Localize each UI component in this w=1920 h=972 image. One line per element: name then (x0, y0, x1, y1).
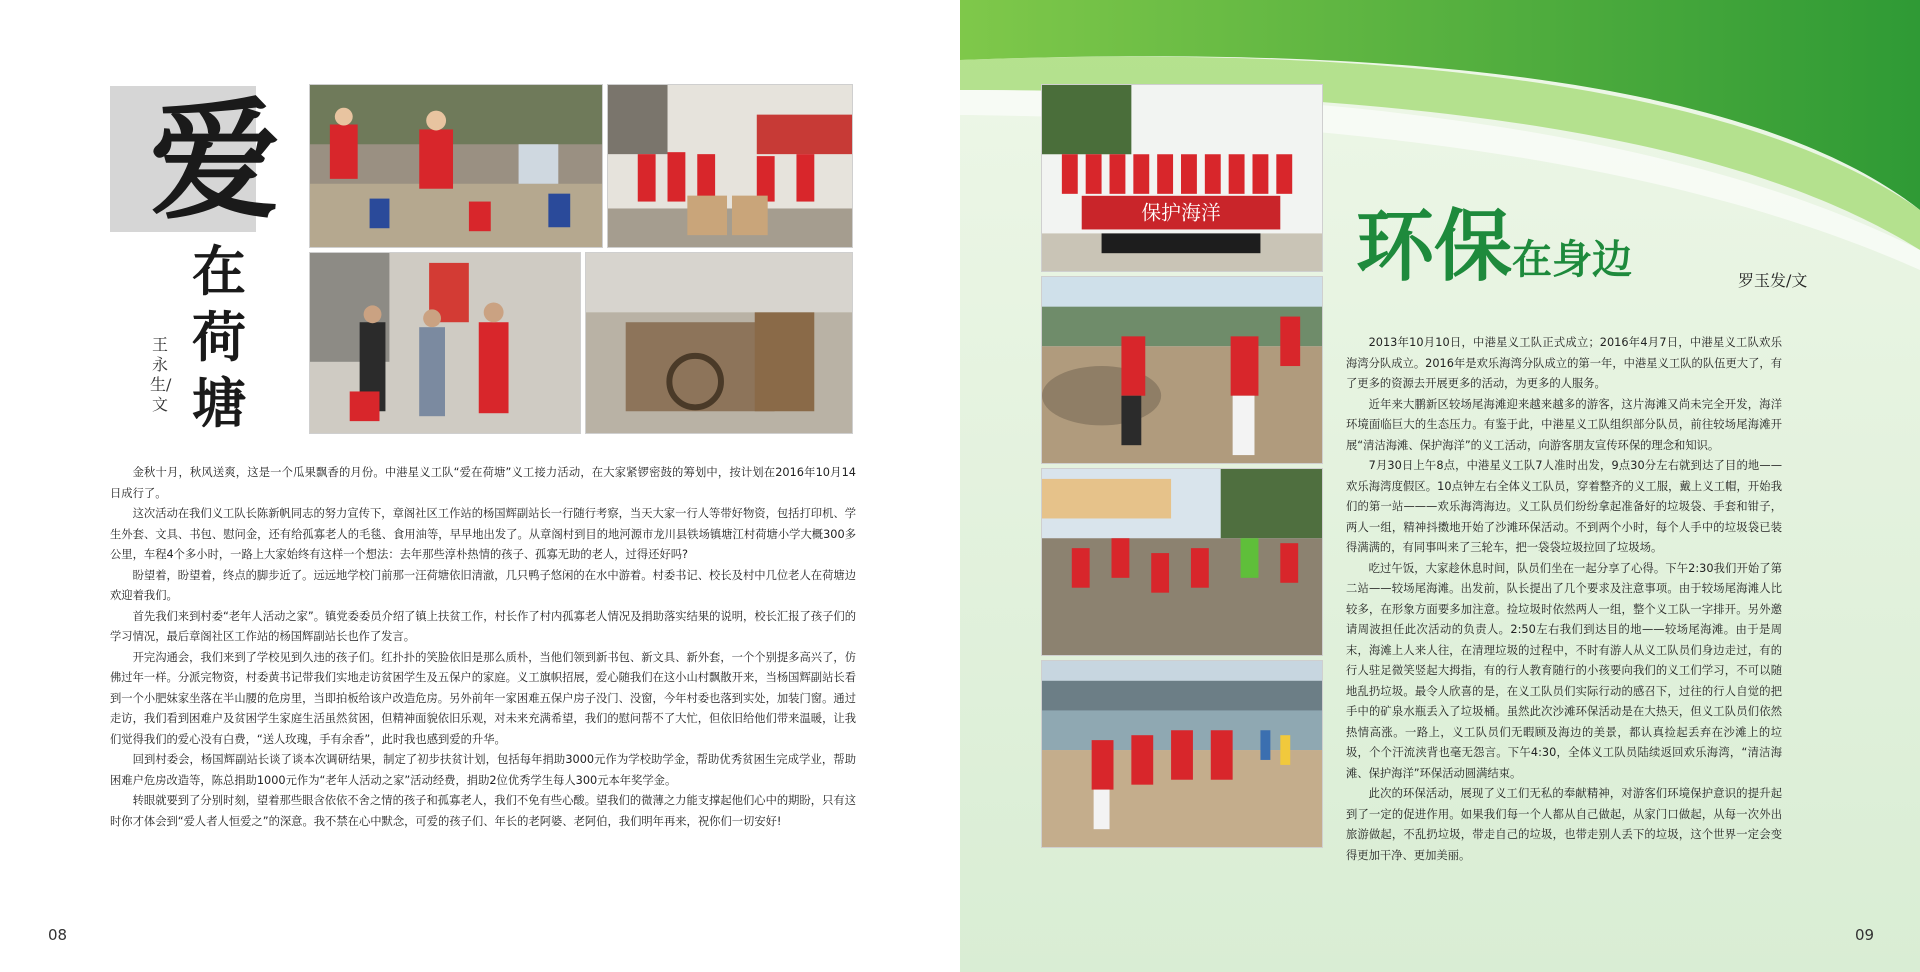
photo-visit-elderly (309, 252, 581, 434)
article-author: 王永生/文 (150, 335, 172, 414)
paragraph: 此次的环保活动，展现了义工们无私的奉献精神，对游客们环境保护意识的提升起到了一定的促进作用。如果我们每一个人都从自己做起，从家门口做起，从每一次外出旅游做起，不乱扔垃圾，带走自己的垃圾，也带走别人丢下的垃圾，这个世界一定会变得更加干净、更加美丽。 (1346, 787, 1782, 862)
paragraph: 首先我们来到村委“老年人活动之家”。镇党委委员介绍了镇上扶贫工作，村长作了村内孤寡老人情况及捐助落实结果的说明，校长汇报了孩子们的学习情况，最后章阁社区工作站的杨国辉副站长也作了发言。 (110, 609, 857, 643)
title-main: 环保 (1356, 201, 1513, 292)
paragraph: 开完沟通会，我们来到了学校见到久违的孩子们。红扑扑的笑脸依旧是那么质朴，当他们领到新书包、新文具、新外套，一个个别提多高兴了，仿佛过年一样。分派完物资，村委黄书记带我们实地走访贫困学生及五保户的家庭。义工旗帜招展，爱心随我们在这小山村飘散开来，当杨国辉副站长看到一个小肥妹家坐落在半山腰的危房里，当即拍板给该户改造危房。另外前年一家困难五保户房子没门、没窗，今年村委也落到实处，加装门窗。通过走访，我们看到困难户及贫困学生家庭生活虽然贫困，但精神面貌依旧乐观，对未来充满希望，我们的慰问帮不了大忙，但依旧给他们带来温暖，让我们觉得我们的爱心没有白费，“送人玫瑰，手有余香”，此时我也感到爱的升华。 (110, 650, 856, 746)
paragraph: 这次活动在我们义工队长陈新帆同志的努力宣传下，章阁社区工作站的杨国辉副站长一行随行考察，当天大家一行人等带好物资，包括打印机、学生外套、文具、书包、慰问金，还有给孤寡老人的毛毯、食用油等，早早地出发了。从章阁村到目的地河源市龙川县铁场镇塘江村荷塘小学大概300多公里，车程4个多小时，一路上大家始终有这样一个想法：去年那些淳朴热情的孩子、孤寡无助的老人，过得还好吗? (110, 507, 856, 561)
title-sub: 在身边 (1512, 236, 1633, 283)
paragraph: 金秋十月，秋风送爽，这是一个瓜果飘香的月份。中港星义工队“爱在荷塘”义工接力活动，在大家紧锣密鼓的筹划中，按计划在2016年10月14日成行了。 (110, 466, 856, 500)
paragraph: 吃过午饭，大家趁休息时间，队员们坐在一起分享了心得。下午2:30我们开始了第二站——较场尾海滩。出发前，队长提出了几个要求及注意事项。由于较场尾海滩人比较多，在形象方面要多加注意。捡垃圾时依然两人一组，整个义工队一字排开。另外邀请周波担任此次活动的负责人。2:50左右我们到达目的地——较场尾海滩。由于是周末，海滩上人来人往，在清理垃圾的过程中，不时有游人从义工队员们身边走过，有的行人驻足微笑竖起大拇指，有的行人教育随行的小孩要向我们的义工们学习，不可以随地乱扔垃圾。最令人欣喜的是，在义工队员们实际行动的感召下，过往的行人自觉的把手中的矿泉水瓶丢入了垃圾桶。虽然此次沙滩环保活动是在大热天，但义工队员们依然热情高涨。一路上，义工队员们无暇顾及海边的美景，都认真捡起丢弃在沙滩上的垃圾，个个汗流浃背也毫无怨言。下午4:30，全体义工队员陆续返回欢乐海湾，“清洁海滩、保护海洋”环保活动圆满结束。 (1346, 561, 1782, 780)
paragraph: 2013年10月10日，中港星义工队正式成立；2016年4月7日，中港星义工队欢乐海湾分队成立。2016年是欢乐海湾分队成立的第一年，中港星义工队的队伍更大了，有了更多的资源去开展更多的活动，为更多的人服务。 (1346, 336, 1782, 390)
paragraph: 回到村委会，杨国辉副站长谈了谈本次调研结果，制定了初步扶贫计划，包括每年捐助3000元作为学校助学金，帮助优秀贫困生完成学业，帮助困难户危房改造等，陈总捐助1000元作为“老年人活动之家”活动经费，捐助2位优秀学生每人300元本年奖学金。 (110, 753, 856, 787)
photo-beach-cleanup-3 (1041, 660, 1323, 848)
right-page (960, 0, 1920, 972)
photo-protect-ocean-group (1041, 84, 1323, 272)
paragraph: 近年来大鹏新区较场尾海滩迎来越来越多的游客，这片海滩又尚未完全开发，海洋环境面临巨大的生态压力。有鉴于此，中港星义工队组织部分队员，前往较场尾海滩开展“清洁海滩、保护海洋”的义工活动，向游客朋友宣传环保的理念和知识。 (1346, 397, 1782, 452)
right-article-body (1346, 333, 1782, 866)
photo-school-children (309, 84, 603, 248)
photo-volunteers-supplies (607, 84, 853, 248)
photo-beach-cleanup-2 (1041, 468, 1323, 656)
left-article-body (110, 463, 856, 832)
article-author: 罗玉发/文 (1738, 271, 1808, 290)
article-title (1356, 201, 1633, 292)
article-title-main-char: 爱 (150, 84, 281, 237)
paragraph: 7月30日上午8点，中港星义工队7人准时出发，9点30分左右就到达了目的地——欢乐海湾度假区。10点钟左右全体义工队员，穿着整齐的义工服，戴上义工帽，开始我们的第一站———欢乐海湾海边。义工队员们纷纷拿起准备好的垃圾袋、手套和钳子，两人一组，精神抖擞地开始了沙滩环保活动。不到两个小时，每个人手中的垃圾袋已装得满满的，有同事叫来了三轮车，把一袋袋垃圾拉回了垃圾场。 (1346, 459, 1782, 554)
page-number-right: 09 (1855, 926, 1875, 944)
banner-text: 保护海洋 (1141, 201, 1221, 225)
paragraph: 转眼就要到了分别时刻，望着那些眼含依依不舍之情的孩子和孤寡老人，我们不免有些心酸。望我们的微薄之力能支撑起他们心中的期盼，只有这时你才体会到“爱人者人恒爱之”的深意。我不禁在心中默念，可爱的孩子们、年长的老阿婆、老阿伯，我们明年再来，祝你们一切安好! (110, 794, 856, 828)
page-number-left: 08 (48, 926, 68, 944)
paragraph: 盼望着，盼望着，终点的脚步近了。远远地学校门前那一汪荷塘依旧清澈，几只鸭子悠闲的在水中游着。村委书记、校长及村中几位老人在荷塘边欢迎着我们。 (110, 568, 856, 602)
article-title-vertical: 在荷塘 (192, 239, 246, 435)
photo-old-farm-tools (585, 252, 853, 434)
photo-beach-cleanup-1 (1041, 276, 1323, 464)
